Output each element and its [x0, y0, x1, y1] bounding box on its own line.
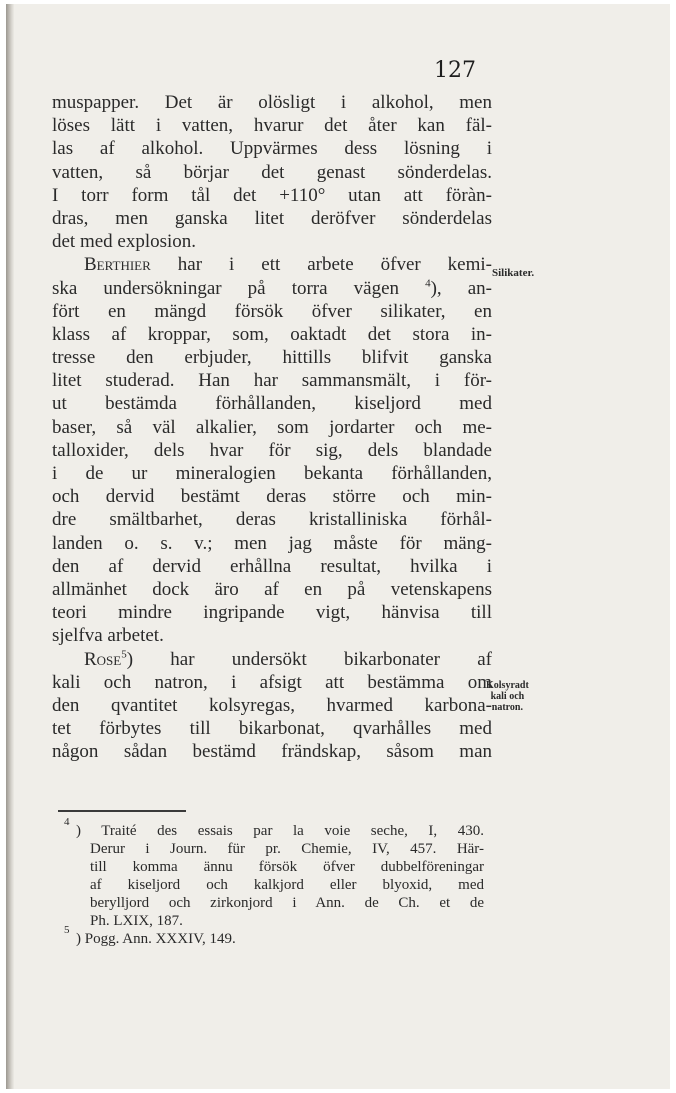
- text-fragment: ska undersökningar på torra vägen: [52, 277, 426, 299]
- margin-note-line: kali och: [490, 691, 525, 702]
- text-line: sjelfva arbetet.: [52, 625, 164, 647]
- text-line: dras, men ganska litet deröfver sönderdelas: [52, 207, 492, 229]
- text-line: ut bestämda förhållanden, kiseljord med: [52, 393, 492, 415]
- footnote-divider: [58, 810, 186, 812]
- text-line: och dervid bestämt deras större och min-: [52, 486, 492, 508]
- footnote-line: Ph. LXIX, 187.: [90, 913, 183, 929]
- text-line: I torr form tål det +110° utan att föràn-: [52, 184, 492, 206]
- margin-note-kolsyradt: [486, 680, 529, 713]
- text-line: löses lätt i vatten, hvarur det åter kan fäl-: [52, 115, 492, 137]
- footnote-line: Derur i Journ. für pr. Chemie, IV, 457. Här-: [90, 841, 484, 857]
- text-line: teori mindre ingripande vigt, hänvisa till: [52, 602, 492, 624]
- footnote-4: 4 ) Traité des essais par la voie seche, I, 430. Derur i Journ. für pr. Chemie, IV, 457. Här- till komma ännu försök öfver dubbelföreningar af kiseljord och kalkjord eller blyoxid, med berylljord och zirkonjord i Ann. de Ch. et de Ph. LXIX, 187.: [64, 816, 484, 929]
- text-line: den af dervid erhållna resultat, hvilka i: [52, 555, 492, 577]
- text-fragment: ), an-: [430, 277, 492, 299]
- page-number: 127: [434, 58, 476, 83]
- text-line: vatten, så börjar det genast sönderdelas.: [52, 161, 492, 183]
- footnote-line: till komma ännu försök öfver dubbelföreningar: [90, 859, 484, 875]
- text-line: talloxider, dels hvar för sig, dels blandade: [52, 439, 492, 461]
- text-line: litet studerad. Han har sammansmält, i för-: [52, 370, 492, 392]
- author-berthier: Berthier: [84, 254, 151, 276]
- footnote-line: ) Pogg. Ann. XXXIV, 149.: [76, 931, 236, 947]
- margin-note-line: Kolsyradt: [486, 680, 529, 691]
- text-fragment: ) har undersökt bikarbonater af: [126, 648, 492, 670]
- text-fragment: har i ett arbete öfver kemi-: [150, 254, 492, 276]
- main-text: [52, 91, 492, 763]
- footnote-ref-4: 4: [425, 277, 431, 290]
- text-line: kali och natron, i afsigt att bestämma om: [52, 671, 492, 693]
- scanned-page: [6, 4, 670, 1089]
- text-line: den qvantitet kolsyregas, hvarmed karbona-: [52, 694, 492, 716]
- author-rose: Rose: [84, 648, 122, 670]
- berthier-second-line: [52, 277, 492, 300]
- text-line: muspapper. Det är olösligt i alkohol, men: [52, 92, 492, 113]
- text-line: las af alkohol. Uppvärmes dess lösning i: [52, 138, 492, 160]
- footnotes: [64, 816, 484, 948]
- margin-note-line: natron.: [491, 702, 523, 713]
- rose-first-line: [52, 648, 492, 671]
- text-line: fört en mängd försök öfver silikater, en: [52, 300, 492, 322]
- text-line: klass af kroppar, som, oaktadt det stora in-: [52, 323, 492, 345]
- footnote-ref-5: 5: [121, 648, 127, 661]
- text-line: tresse den erbjuder, hittills blifvit ganska: [52, 347, 492, 369]
- footnote-line: berylljord och zirkonjord i Ann. de Ch. et de: [90, 895, 484, 911]
- margin-note-silikater: Silikater.: [492, 267, 535, 279]
- page-spine-shadow: [6, 4, 14, 1089]
- text-line: landen o. s. v.; men jag måste för mäng-: [52, 532, 492, 554]
- text-line: baser, så väl alkalier, som jordarter och me-: [52, 416, 492, 438]
- text-line: det med explosion.: [52, 231, 197, 253]
- footnote-line: af kiseljord och kalkjord eller blyoxid, med: [90, 877, 484, 893]
- footnote-line: ) Traité des essais par la voie seche, I, 430.: [76, 823, 484, 839]
- text-line: dre smältbarhet, deras kristalliniska förhål-: [52, 509, 492, 531]
- footnote-5: 5 ) Pogg. Ann. XXXIV, 149.: [76, 930, 484, 948]
- text-line: någon sådan bestämd frändskap, såsom man: [52, 741, 492, 763]
- text-line: i de ur mineralogien bekanta förhållanden,: [52, 463, 492, 484]
- berthier-first-line: [52, 253, 492, 276]
- text-line: tet förbytes till bikarbonat, qvarhålles med: [52, 718, 492, 740]
- text-line: allmänhet dock äro af en på vetenskapens: [52, 578, 492, 600]
